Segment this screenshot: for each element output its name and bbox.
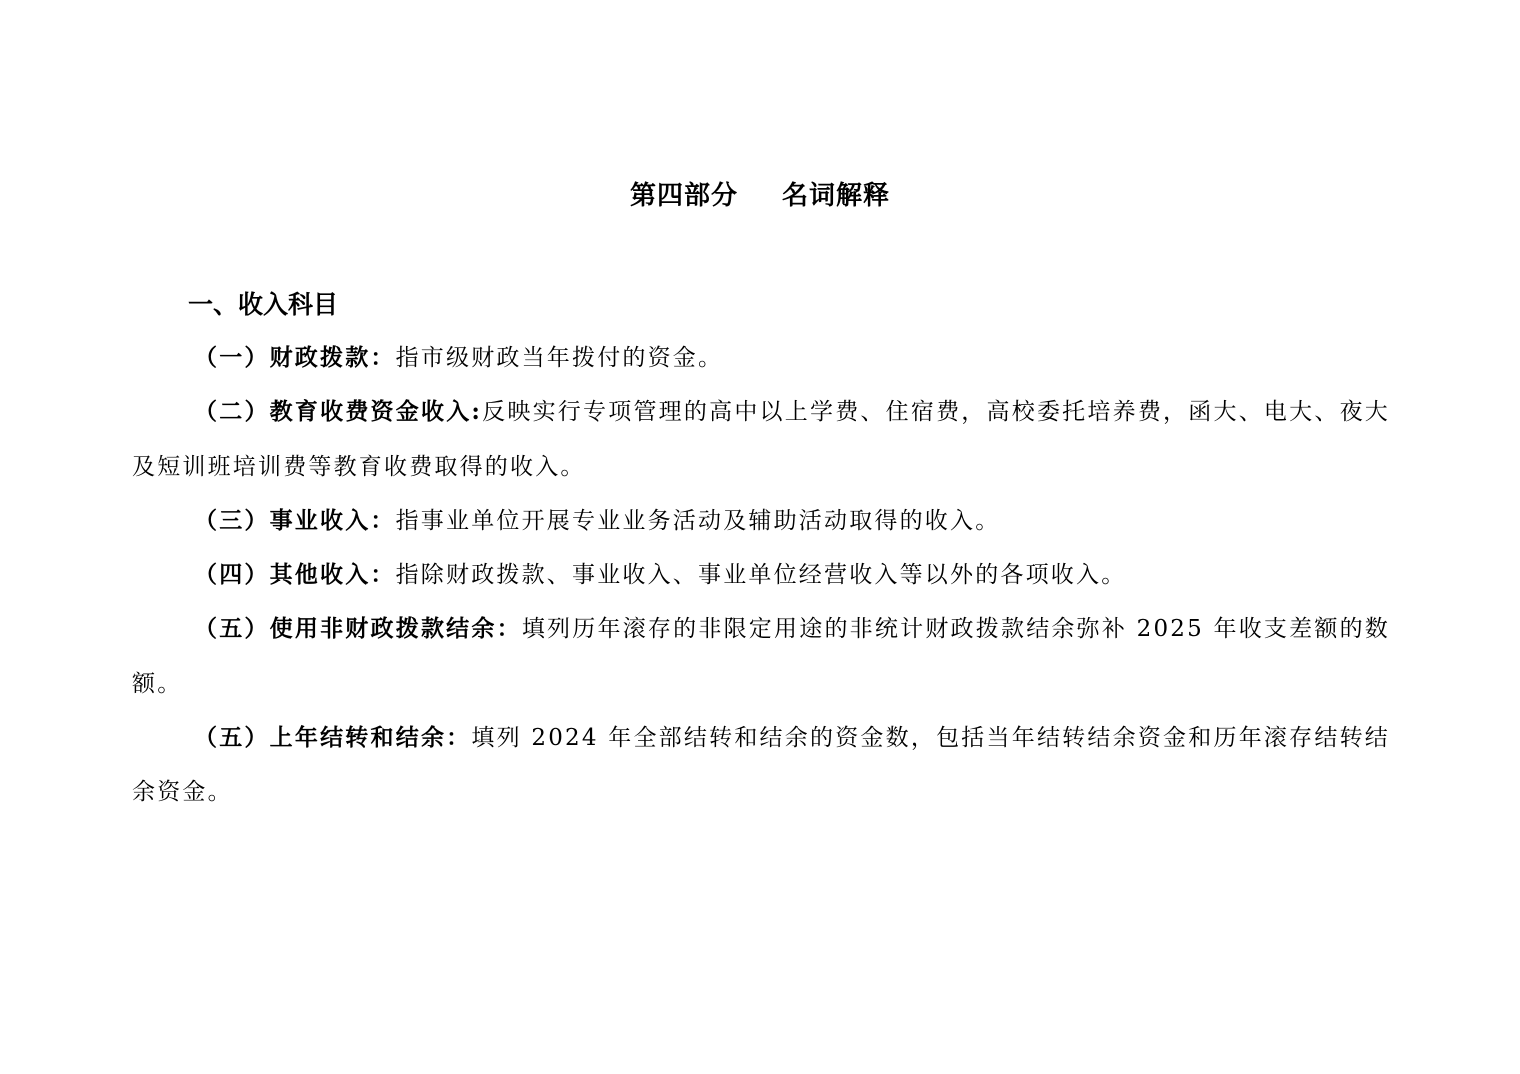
- title-part-1: 第四部分: [629, 181, 738, 211]
- section-heading: 一、收入科目: [188, 290, 339, 319]
- definition-term: （一）财政拨款：: [194, 344, 396, 371]
- definition-paragraph: [132, 494, 1390, 548]
- definition-text: 指事业单位开展专业业务活动及辅助活动取得的收入。: [395, 507, 1001, 534]
- definition-paragraph: [132, 331, 1390, 385]
- definition-paragraph: [132, 711, 1390, 820]
- definition-text: 指除财政拨款、事业收入、事业单位经营收入等以外的各项收入。: [395, 562, 1127, 589]
- definition-term: （三）事业收入：: [194, 506, 396, 534]
- definition-text: 填列历年滚存的非限定用途的非统计财政拨款结余弥补 2025 年收支差额的数额。: [132, 616, 1390, 697]
- definition-term: （五）使用非财政拨款结余：: [194, 615, 522, 643]
- page-title: [0, 176, 1520, 216]
- definition-term: （二）教育收费资金收入:: [194, 398, 483, 426]
- definition-term: （五）上年结转和结余：: [194, 724, 472, 752]
- definition-text: 填列 2024 年全部结转和结余的资金数，包括当年结转结余资金和历年滚存结转结余资金。: [132, 725, 1390, 806]
- title-part-2: 名词解释: [782, 181, 891, 211]
- definition-text: 指市级财政当年拨付的资金。: [395, 345, 724, 371]
- definition-paragraph: [132, 385, 1390, 494]
- definition-paragraph: [132, 548, 1390, 602]
- definitions-list: [132, 331, 1390, 820]
- definition-term: （四）其他收入：: [194, 561, 396, 589]
- definition-paragraph: [132, 602, 1390, 711]
- definition-text: 反映实行专项管理的高中以上学费、住宿费，高校委托培养费，函大、电大、夜大及短训班培训费等教育收费取得的收入。: [132, 399, 1391, 480]
